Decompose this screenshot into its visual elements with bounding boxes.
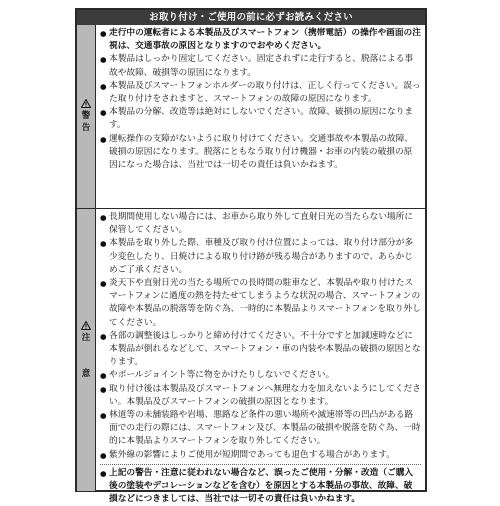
caution-item: ● 取り付け後は本製品及びスマートフォンへ無理な力を加えないようにしてください。本製品及びスマートフォンの破損の原因となります。 <box>100 383 421 409</box>
warning-item: ● 本製品及びスマートフォンホルダーの取り付けは、正しく行ってください。誤った取り付けをされますと、スマートフォンの故障の原因になります。 <box>100 80 421 106</box>
bullet-icon: ● <box>100 450 107 460</box>
warning-item: ● 走行中の運転者による本製品及びスマートフォン（携帯電話）の操作や画面の注視は、交通事故の原因となりますのでおやめください。 <box>100 27 421 53</box>
warning-triangle-icon <box>81 99 91 108</box>
caution-item: ● 紫外線の影響によりご使用が短期間であっても退色する場合があります。 <box>100 449 421 462</box>
caution-item: ● 各部の調整後はしっかりと締め付けてください。不十分ですと加減速時などに本製品が倒れるなどして、スマートフォン・車の内装や本製品の破損の原因となります。 <box>100 330 421 370</box>
warning-label-char: 警 <box>81 111 91 121</box>
bullet-icon: ● <box>100 384 107 394</box>
warning-label <box>77 25 96 208</box>
bullet-icon: ● <box>100 331 107 341</box>
caution-item: ● やボールジョイント等に物をかけたりしないでください。 <box>100 369 421 382</box>
warning-item: ● 運転操作の支障がないように取り付けてください。交通事故や本製品の故障、破損の原因になります。脱落にともなう取り付け機器・お車の内装の破損の原因になった場合は、当社では一切その責任は負いかねます。 <box>100 133 421 173</box>
notice-title: お取り付け・ご使用の前に必ずお読みください <box>77 10 425 25</box>
caution-item: ● 本製品を取り外した際、車種及び取り付け位置によっては、取り付け部分が多少変色したり、日焼けによる取り付け跡が残る場合がありますので、あらかじめご了承ください。 <box>100 237 421 277</box>
caution-section <box>77 208 425 505</box>
warning-item: ● 本製品の分解、改造等は絶対にしないでください。故障、破損の原因になります。 <box>100 106 421 132</box>
warning-section <box>77 25 425 208</box>
divider <box>100 464 421 465</box>
caution-label-char: 意 <box>81 368 91 379</box>
caution-item: ● 炎天下や直射日光の当たる場所での長時間の駐車など、本製品や取り付けたスマートフォンに過度の熱を持たせてしまうような状況の場合、スマートフォンの故障や本製品の脱落等を防ぐ為、一時的に本製品よりスマートフォンを取り外してください。 <box>100 277 421 330</box>
bullet-icon: ● <box>100 279 107 289</box>
disclaimer-item: ● 上記の警告・注意に従われない場合など、誤ったご使用・分解・改造（ご購入後の塗装やデコレーションなどを含む）を原因とする本製品の事故、故障、破損などにつきましては、当社では一切その責任は負いかねます。 <box>100 467 421 506</box>
warning-item: ● 本製品はしっかり固定してください。固定されずに走行すると、脱落による事故や故障、破損等の原因になります。 <box>100 53 421 79</box>
caution-label-char: 注 <box>81 332 91 343</box>
caution-triangle-icon <box>81 321 91 330</box>
bullet-icon: ● <box>100 411 107 421</box>
bullet-icon: ● <box>100 371 107 381</box>
bullet-icon: ● <box>100 239 107 249</box>
bullet-icon: ● <box>100 468 107 478</box>
caution-item: ● 長期間使用しない場合には、お車から取り外して直射日光の当たらない場所に保管してください。 <box>100 211 421 237</box>
warning-label-char: 告 <box>81 123 91 133</box>
bullet-icon: ● <box>100 29 107 38</box>
bullet-icon: ● <box>100 55 107 65</box>
caution-label <box>77 209 96 491</box>
warning-body <box>96 25 425 208</box>
caution-item: ● 林道等の未舗装路や岩場、悪路など条件の悪い場所や減速帯等の凹凸がある路面での走行の際には、スマートフォン及び、本製品の破損や脱落を防ぐ為、一時的に本製品よりスマートフォンを取り外してください。 <box>100 409 421 449</box>
caution-body <box>96 209 425 505</box>
bullet-icon: ● <box>100 81 107 91</box>
bullet-icon: ● <box>100 213 107 222</box>
notice-sheet <box>75 8 427 505</box>
bullet-icon: ● <box>100 108 107 118</box>
bullet-icon: ● <box>100 134 107 144</box>
